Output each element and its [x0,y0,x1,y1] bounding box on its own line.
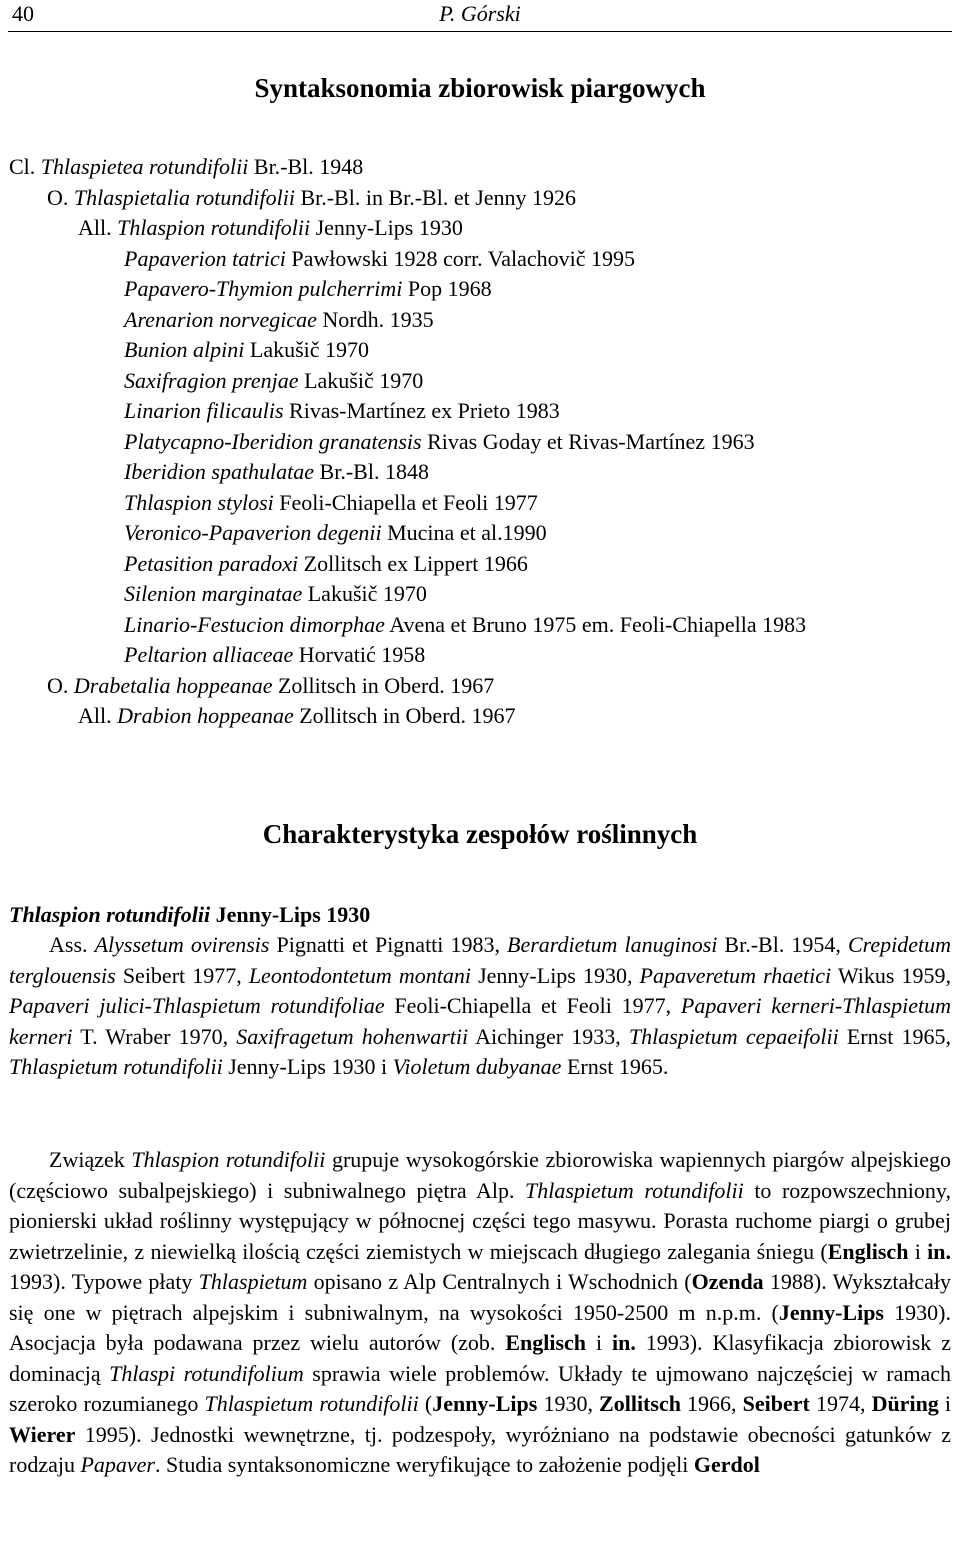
text-run: ( [418,1391,433,1416]
syntaxon-name: Silenion marginatae [124,581,303,606]
italic-taxon: Berardietum lanuginosi [507,932,718,957]
text-run: to rozpowszechniony, pionierski układ roślinny występujący w północnej części tego masywu. Porasta ruchome piargi o grubej zwietrzelinie, z niewielką ilością części ziemistych w miejscach długiego zalegania śniegu ( [9,1177,951,1264]
syntaxon-author: Nordh. 1935 [316,306,434,332]
italic-taxon: Thlaspion rotundifolii [131,1147,326,1172]
syntaxon-author: Zollitsch ex Lippert 1966 [298,550,528,576]
text-run: T. Wraber 1970, [72,1023,237,1049]
text-run: sprawia wiele problemów. Układy te ujmowano najczęściej w ramach szeroko rozumianego [9,1360,951,1416]
italic-taxon: Saxifragetum hohenwartii [236,1023,469,1049]
rank-prefix: O. [47,672,74,698]
syntaxon-author: Pawłowski 1928 corr. Valachovič 1995 [285,245,636,271]
syntaxon-line [124,244,635,274]
rank-prefix: O. [47,184,74,210]
alliance-author: Jenny-Lips 1930 [210,902,371,927]
syntaxon-line [124,640,425,670]
section-title-syntaxonomy: Syntaksonomia zbiorowisk piargowych [254,73,706,103]
syntaxon-name: Petasition paradoxi [124,550,299,576]
text-run: 1988). Wykształcały się one w piętrach alpejskim i subniwalnym, na wysokości 1950-2500 m n.p.m. ( [9,1269,951,1325]
syntaxon-name: Thlaspion rotundifolii [117,215,311,240]
syntaxon-author: Horvatić 1958 [293,642,426,667]
text-run: 1995). Jednostki wewnętrzne, tj. podzespoły, wyróżniano na podstawie obecności gatunków z rodzaju [9,1421,951,1477]
text-run: Br.-Bl. 1954, [717,932,848,957]
syntaxon-line [9,152,363,182]
italic-taxon: Thlaspietum rotundifolii [204,1391,419,1416]
author-citation: in. [611,1330,636,1355]
italic-taxon: Crepidetum terglouensis [9,932,952,988]
author-citation: Gerdol [693,1452,760,1477]
syntaxon-line [124,305,434,335]
text-run: 1974, [809,1391,872,1416]
syntaxon-line [124,366,423,396]
italic-taxon: Thlaspietum rotundifolii [9,1054,223,1079]
text-run: Związek [49,1147,132,1172]
syntaxon-name: Bunion alpini [124,337,245,362]
section-title-characteristics: Charakterystyka zespołów roślinnych [262,819,698,849]
text-run: grupuje wysokogórskie zbiorowiska wapiennych piargów alpejskiego (częściowo subalpejskiego) i subniwalnego piętra Alp. [9,1147,951,1203]
body-paragraph [9,1145,951,1481]
syntaxon-name: Drabion hoppeanae [117,703,294,728]
syntaxon-author: Lakušič 1970 [244,337,370,362]
italic-taxon: Thlaspietum cepaeifolii [628,1023,839,1049]
associations-paragraph [9,930,951,1083]
syntaxon-author: Lakušič 1970 [302,581,427,606]
text-run: 1993). Typowe płaty [9,1269,199,1294]
syntaxon-line [47,671,494,701]
author-citation: Jenny-Lips [778,1299,884,1325]
syntaxon-line [124,549,528,579]
syntaxon-line [78,213,463,243]
alliance-heading [9,900,370,930]
text-run: Seibert 1977, [115,962,249,988]
syntaxon-line [124,427,755,457]
syntaxon-name: Saxifragion prenjae [124,367,299,393]
text-run: i [938,1391,952,1416]
syntaxon-author: Feoli-Chiapella et Feoli 1977 [273,489,538,515]
author-citation: Seibert [742,1391,810,1416]
syntaxon-name: Veronico-Papaverion degenii [124,520,382,545]
syntaxon-line [124,610,806,640]
syntaxon-name: Thlaspietea rotundifolii [40,154,249,179]
syntaxon-name: Thlaspion stylosi [124,489,274,515]
syntaxon-name: Platycapno-Iberidion granatensis [124,428,422,454]
running-head-author: P. Górski [439,1,521,26]
syntaxon-author: Pop 1968 [402,276,492,301]
text-run: Jenny-Lips 1930 i [222,1054,393,1079]
syntaxon-author: Lakušič 1970 [298,367,424,393]
syntaxon-name: Iberidion spathulatae [124,459,315,484]
syntaxon-author: Br.-Bl. in Br.-Bl. et Jenny 1926 [294,184,577,210]
text-run: Aichinger 1933, [468,1023,629,1049]
italic-taxon: Thlaspi rotundifolium [109,1360,304,1386]
text-run: Ass. [49,932,95,957]
syntaxon-author: Br.-Bl. 1948 [248,154,364,179]
syntaxon-author: Zollitsch in Oberd. 1967 [293,703,516,728]
syntaxon-line [124,488,538,518]
syntaxon-line [124,579,427,609]
page-header [8,0,952,32]
syntaxon-name: Papaverion tatrici [124,245,286,271]
rank-prefix: Cl. [9,154,41,179]
author-citation: Jenny-Lips [432,1391,538,1416]
page-number: 40 [12,1,34,26]
syntaxon-author: Rivas Goday et Rivas-Martínez 1963 [421,428,755,454]
author-citation: Englisch [827,1238,909,1264]
text-run: i [586,1330,612,1355]
text-run: 1966, [680,1391,743,1416]
text-run: Pignatti et Pignatti 1983, [269,932,508,957]
text-run: Ernst 1965, [838,1023,951,1049]
italic-taxon: Papaveri julici-Thlaspietum rotundifoliae [9,993,385,1018]
syntaxon-line [124,518,547,548]
syntaxon-line [124,274,492,304]
syntaxon-name: Drabetalia hoppeanae [73,672,273,698]
syntaxon-author: Br.-Bl. 1848 [314,459,429,484]
author-citation: Englisch [505,1330,587,1355]
italic-taxon: Papaver [80,1452,155,1477]
syntaxon-name: Linarion filicaulis [124,398,284,423]
syntaxon-author: Mucina et al.1990 [381,520,547,545]
text-run: Jenny-Lips 1930, [471,962,640,988]
syntaxon-author: Jenny-Lips 1930 [310,215,463,240]
syntaxon-line [78,701,516,731]
syntaxon-name: Thlaspietalia rotundifolii [73,184,295,210]
text-run: . Studia syntaksonomiczne weryfikujące to założenie podjęli [155,1452,694,1477]
syntaxon-author: Zollitsch in Oberd. 1967 [272,672,495,698]
syntaxon-name: Linario-Festucion dimorphae [124,611,385,637]
text-run: Feoli-Chiapella et Feoli 1977, [384,993,681,1018]
author-citation: Ozenda [691,1269,764,1294]
text-run: Ernst 1965. [561,1054,669,1079]
author-citation: in. [927,1238,951,1264]
author-citation: Wierer [9,1421,76,1447]
rank-prefix: All. [78,215,118,240]
text-run: opisano z Alp Centralnych i Wschodnich ( [307,1269,692,1294]
italic-taxon: Papaveri kerneri-Thlaspietum kerneri [9,993,951,1049]
author-citation: Düring [871,1391,939,1416]
text-run: Wikus 1959, [831,962,951,988]
syntaxon-line [124,335,369,365]
syntaxon-line [47,183,576,213]
italic-taxon: Thlaspietum rotundifolii [525,1177,744,1203]
italic-taxon: Leontodontetum montani [248,962,472,988]
syntaxon-line [124,396,560,426]
syntaxon-name: Arenarion norvegicae [124,306,317,332]
text-run: i [908,1238,928,1264]
syntaxon-line [124,457,429,487]
italic-taxon: Papaveretum rhaetici [639,962,832,988]
rank-prefix: All. [78,703,118,728]
syntaxon-author: Rivas-Martínez ex Prieto 1983 [283,398,560,423]
text-run: 1930). Asocjacja była podawana przez wielu autorów (zob. [9,1299,952,1355]
italic-taxon: Violetum dubyanae [392,1054,562,1079]
italic-taxon: Thlaspietum [198,1269,308,1294]
italic-taxon: Alyssetum ovirensis [94,932,270,957]
alliance-name: Thlaspion rotundifolii [9,902,211,927]
syntaxon-name: Peltarion alliaceae [124,642,294,667]
syntaxon-name: Papavero-Thymion pulcherrimi [124,276,403,301]
text-run: 1993). Klasyfikacja zbiorowisk z dominacją [9,1330,951,1386]
text-run: 1930, [537,1391,600,1416]
author-citation: Zollitsch [599,1391,681,1416]
syntaxon-author: Avena et Bruno 1975 em. Feoli-Chiapella 1983 [384,611,807,637]
